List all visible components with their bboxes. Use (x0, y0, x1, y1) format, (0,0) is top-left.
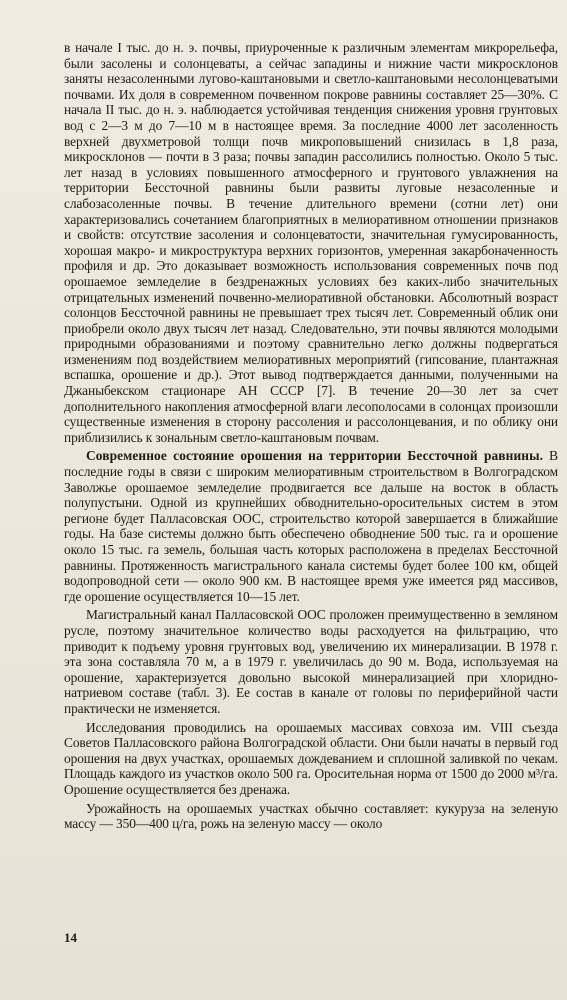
paragraph-yields: Урожайность на орошаемых участках обычно составляет: кукуруза на зеленую массу — 350—400 ц/га, рожь на зеленую массу — около (64, 800, 558, 832)
paragraph-research-sites: Исследования проводились на орошаемых массивах совхоза им. VIII съезда Советов Палласовского района Волгоградской области. Они были начаты в первый год орошения на двух участках, орошаемых дождеванием и сплошной заливкой по чекам. Площадь каждого из участков около 500 га. Оросительная норма от 1500 до 2000 м³/га. Орошение осуществляется без дренажа. (64, 719, 558, 797)
paragraph-main-canal: Магистральный канал Палласовской ООС проложен преимущественно в земляном русле, поэтому значительное количество воды расходуется на фильтрацию, что приводит к подъему уровня грунтовых вод, увеличению их минерализации. В 1978 г. эта зона составляла 70 м, а в 1979 г. увеличилась до 90 м. Вода, используемая на орошение, характеризуется довольно высокой минерализацией при хлоридно-натриевом составе (табл. 3). Ее состав в канале от головы по периферийной части практически не изменяется. (64, 607, 558, 716)
paragraph-irrigation-body: В последние годы в связи с широким мелиоративным строительством в Волгоградском Заволжье орошаемое земледелие продвигается все дальше на восток в область полупустыни. Одной из крупнейших обводнительно-оросительных систем в этом регионе будет Палласовская ООС, строительство которой завершается в ближайшие годы. На базе системы должно быть обеспечено обводнение 500 тыс. га и орошение около 15 тыс. га земель, большая часть которых расположена в пределах Бессточной равнины. Протяженность магистрального канала системы будет более 100 км, общей водопроводной сети — около 900 км. В настоящее время уже имеется ряд массивов, где орошение осуществляется 10—15 лет. (64, 448, 558, 604)
paragraph-soil-history: в начале I тыс. до н. э. почвы, приуроченные к различным элементам микрорельефа, были засолены и солонцеваты, а сейчас западины и нижние части микросклонов заняты незасоленными лугово-каштановыми и светло-каштановыми несолонцеватыми почвами. Их доля в современном почвенном покрове равнины составляет 25—30%. С начала II тыс. до н. э. наблюдается устойчивая тенденция снижения уровня грунтовых вод с 2—3 м до 7—10 м в настоящее время. За последние 4000 лет засоленность верхней двухметровой толщи почв микроповышений снизилась в 1,8 раза, микросклонов — почти в 3 раза; почвы западин рассолились полностью. Около 5 тыс. лет назад в условиях повышенного атмосферного и грунтового увлажнения на территории Бессточной равнины были развиты луговые незасоленные и слабозасоленные почвы. В течение длительного времени (сотни лет) они характеризовались сочетанием благоприятных в мелиоративном отношении признаков и свойств: отсутствие засоления и солонцеватости, значительная гумусированность, хорошая макро- и микроструктура верхних горизонтов, умеренная закарбоначенность профиля и др. Это доказывает возможность использования современных почв под орошаемое земледелие в бездренажных условиях без каких-либо значительных отрицательных изменений почвенно-мелиоративной обстановки. Абсолютный возраст солонцов Бессточной равнины не превышает трех тысяч лет. Современный облик они приобрели около двух тысяч лет назад. Следовательно, эти почвы являются молодыми природными образованиями и поэтому сравнительно легко должны подвергаться изменениям под воздействием мелиоративных мероприятий (гипсование, плантажная вспашка, орошение и др.). Этот вывод подтверждается данными, полученными на Джаныбекском стационаре АН СССР [7]. В течение 20—30 лет за счет дополнительного накопления атмосферной влаги лесополосами в солонцах произошли существенные изменения в сторону рассоления и рассолонцевания, и по облику они приблизились к зональным светло-каштановым почвам. (64, 40, 558, 445)
section-heading: Современное состояние орошения на территории Бессточной равнины. (86, 448, 544, 464)
body-text (64, 40, 558, 832)
page-number: 14 (64, 930, 77, 945)
paragraph-irrigation-state (64, 448, 558, 604)
